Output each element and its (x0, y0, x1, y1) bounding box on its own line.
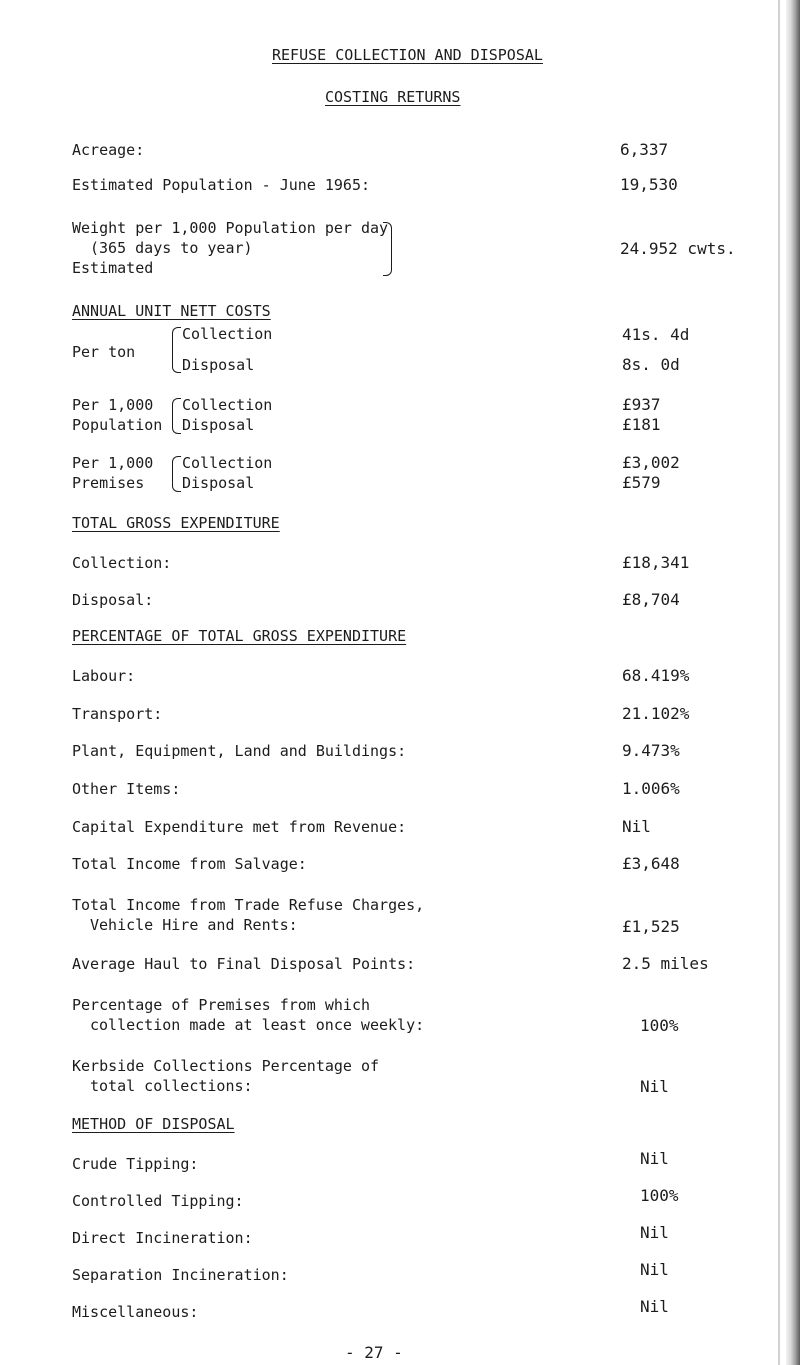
premises-pct-label-line-1: Percentage of Premises from which (72, 996, 371, 1014)
population-value: 19,530 (620, 175, 678, 194)
salvage-value: £3,648 (622, 854, 680, 873)
average-haul-label: Average Haul to Final Disposal Points: (72, 955, 416, 973)
per-pop-collection-value: £937 (622, 395, 661, 414)
miscellaneous-label: Miscellaneous: (72, 1303, 199, 1321)
crude-tipping-value: Nil (640, 1149, 669, 1168)
percentage-heading: PERCENTAGE OF TOTAL GROSS EXPENDITURE (72, 627, 407, 645)
total-gross-heading: TOTAL GROSS EXPENDITURE (72, 514, 280, 532)
crude-tipping-label: Crude Tipping: (72, 1155, 199, 1173)
weight-right-brace (383, 222, 392, 276)
per-prem-collection-label: Collection (182, 454, 273, 472)
gross-collection-label: Collection: (72, 554, 172, 572)
plant-value: 9.473% (622, 741, 680, 760)
per-ton-label: Per ton (72, 343, 136, 361)
miscellaneous-value: Nil (640, 1297, 669, 1316)
annual-unit-heading: ANNUAL UNIT NETT COSTS (72, 302, 271, 320)
premises-pct-value: 100% (640, 1016, 679, 1035)
scanned-page-edge (786, 0, 800, 1365)
weight-label-line-1: Weight per 1,000 Population per day (72, 219, 389, 237)
weight-value: 24.952 cwts. (620, 239, 736, 258)
page-subtitle: COSTING RETURNS (325, 88, 461, 106)
kerbside-label-line-1: Kerbside Collections Percentage of (72, 1057, 380, 1075)
gross-collection-value: £18,341 (622, 553, 690, 572)
per-ton-disposal-value: 8s. 0d (622, 355, 680, 374)
plant-label: Plant, Equipment, Land and Buildings: (72, 742, 407, 760)
per-pop-label-line-1: Per 1,000 (72, 396, 154, 414)
per-pop-brace (172, 398, 181, 434)
per-ton-brace (172, 327, 181, 373)
acreage-label: Acreage: (72, 141, 145, 159)
premises-pct-label-line-2: collection made at least once weekly: (90, 1016, 425, 1034)
per-ton-collection-value: 41s. 4d (622, 325, 690, 344)
trade-refuse-label-line-2: Vehicle Hire and Rents: (90, 916, 298, 934)
separation-incineration-value: Nil (640, 1260, 669, 1279)
controlled-tipping-value: 100% (640, 1186, 679, 1205)
other-items-label: Other Items: (72, 780, 181, 798)
per-prem-disposal-value: £579 (622, 473, 661, 492)
per-pop-disposal-value: £181 (622, 415, 661, 434)
per-pop-label-line-2: Population (72, 416, 163, 434)
controlled-tipping-label: Controlled Tipping: (72, 1192, 244, 1210)
per-prem-label-line-2: Premises (72, 474, 145, 492)
per-prem-collection-value: £3,002 (622, 453, 680, 472)
per-prem-label-line-1: Per 1,000 (72, 454, 154, 472)
trade-refuse-label-line-1: Total Income from Trade Refuse Charges, (72, 896, 425, 914)
labour-value: 68.419% (622, 666, 690, 685)
gross-disposal-value: £8,704 (622, 590, 680, 609)
capital-exp-label: Capital Expenditure met from Revenue: (72, 818, 407, 836)
transport-value: 21.102% (622, 704, 690, 723)
per-pop-disposal-label: Disposal (182, 416, 255, 434)
page-edge-line (778, 0, 780, 1365)
page-title: REFUSE COLLECTION AND DISPOSAL (272, 46, 543, 64)
kerbside-label-line-2: total collections: (90, 1077, 253, 1095)
gross-disposal-label: Disposal: (72, 591, 154, 609)
page-number: - 27 - (345, 1343, 403, 1362)
labour-label: Labour: (72, 667, 136, 685)
per-prem-brace (172, 456, 181, 492)
weight-label-line-3: Estimated (72, 259, 154, 277)
direct-incineration-label: Direct Incineration: (72, 1229, 253, 1247)
weight-label-line-2: (365 days to year) (90, 239, 253, 257)
other-items-value: 1.006% (622, 779, 680, 798)
capital-exp-value: Nil (622, 817, 651, 836)
acreage-value: 6,337 (620, 140, 669, 159)
direct-incineration-value: Nil (640, 1223, 669, 1242)
per-prem-disposal-label: Disposal (182, 474, 255, 492)
transport-label: Transport: (72, 705, 163, 723)
method-heading: METHOD OF DISPOSAL (72, 1115, 235, 1133)
per-ton-collection-label: Collection (182, 325, 273, 343)
trade-refuse-value: £1,525 (622, 917, 680, 936)
separation-incineration-label: Separation Incineration: (72, 1266, 289, 1284)
per-pop-collection-label: Collection (182, 396, 273, 414)
salvage-label: Total Income from Salvage: (72, 855, 307, 873)
per-ton-disposal-label: Disposal (182, 356, 255, 374)
population-label: Estimated Population - June 1965: (72, 176, 371, 194)
kerbside-value: Nil (640, 1077, 669, 1096)
average-haul-value: 2.5 miles (622, 954, 709, 973)
